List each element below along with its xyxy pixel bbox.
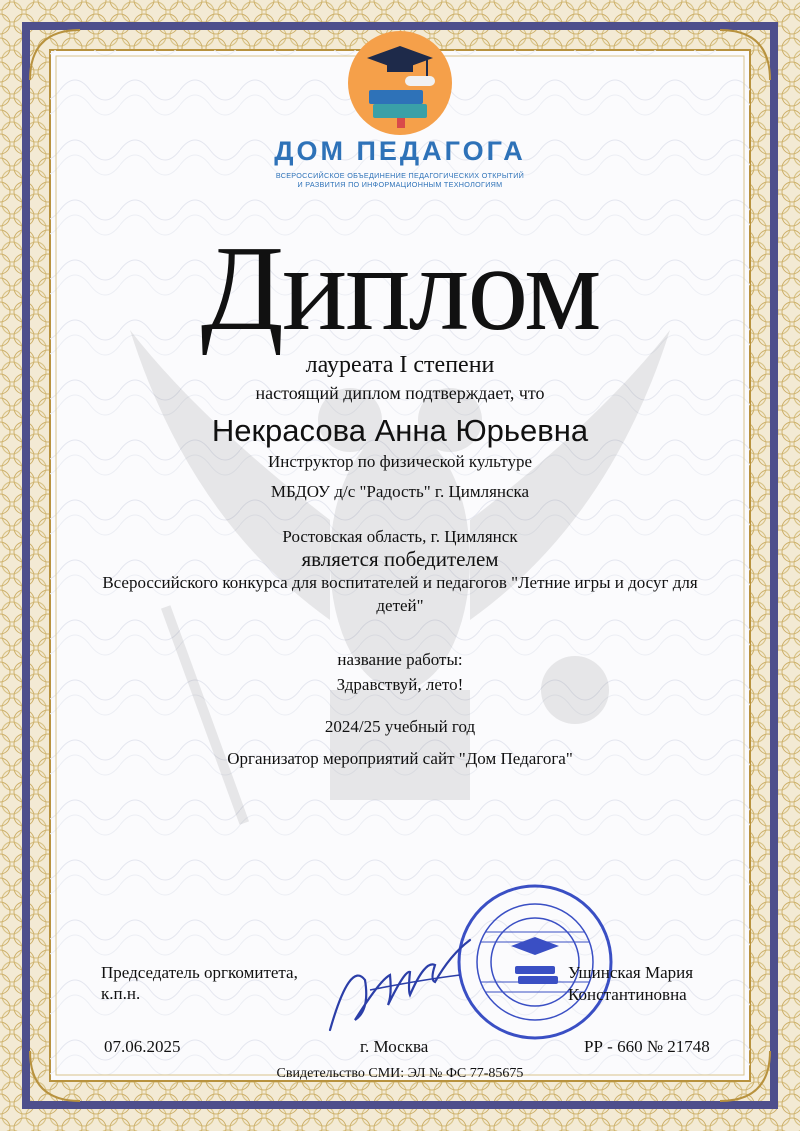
media-certificate: Свидетельство СМИ: ЭЛ № ФС 77-85675 xyxy=(276,1066,524,1081)
logo-name: ДОМ ПЕДАГОГА xyxy=(274,136,526,166)
logo-tagline-line1: ВСЕРОССИЙСКОЕ ОБЪЕДИНЕНИЕ ПЕДАГОГИЧЕСКИХ ОТКРЫТИЙ xyxy=(275,171,525,180)
diploma-title: Диплом xyxy=(200,221,600,356)
chair-title-line2: к.п.н. xyxy=(101,984,141,1003)
logo-tagline-line2: И РАЗВИТИЯ ПО ИНФОРМАЦИОННЫМ ТЕХНОЛОГИЯМ xyxy=(297,180,503,189)
winner-status: является победителем xyxy=(301,547,499,571)
work-title: Здравствуй, лето! xyxy=(336,675,464,694)
recipient-name: Некрасова Анна Юрьевна xyxy=(211,413,589,448)
contest-name-line2: детей" xyxy=(376,596,424,615)
logo-tagline xyxy=(250,171,550,189)
contest-name-line1: Всероссийского конкурса для воспитателей и педагогов "Летние игры и досуг для xyxy=(102,573,698,592)
recipient-region: Ростовская область, г. Цимлянск xyxy=(282,527,518,546)
recipient-position: Инструктор по физической культуре xyxy=(267,452,532,471)
signer-name-line2: Константиновна xyxy=(568,985,687,1004)
confirms-line: настоящий диплом подтверждает, что xyxy=(255,383,545,403)
chair-title-line1: Председатель оргкомитета, xyxy=(101,963,298,982)
signature-icon xyxy=(310,920,480,1050)
issue-date: 07.06.2025 xyxy=(104,1037,181,1056)
work-label: название работы: xyxy=(337,650,463,669)
issue-city: г. Москва xyxy=(360,1037,429,1056)
organizer-line: Организатор мероприятий сайт "Дом Педагога" xyxy=(227,749,573,768)
academic-year: 2024/25 учебный год xyxy=(324,717,476,736)
degree-line: лауреата I степени xyxy=(305,352,495,378)
recipient-organization: МБДОУ д/с "Радость" г. Цимлянска xyxy=(270,482,530,501)
registration-number: РР - 660 № 21748 xyxy=(584,1037,710,1056)
signer-name-line1: Ушинская Мария xyxy=(568,963,694,982)
logo-icon xyxy=(345,28,455,138)
